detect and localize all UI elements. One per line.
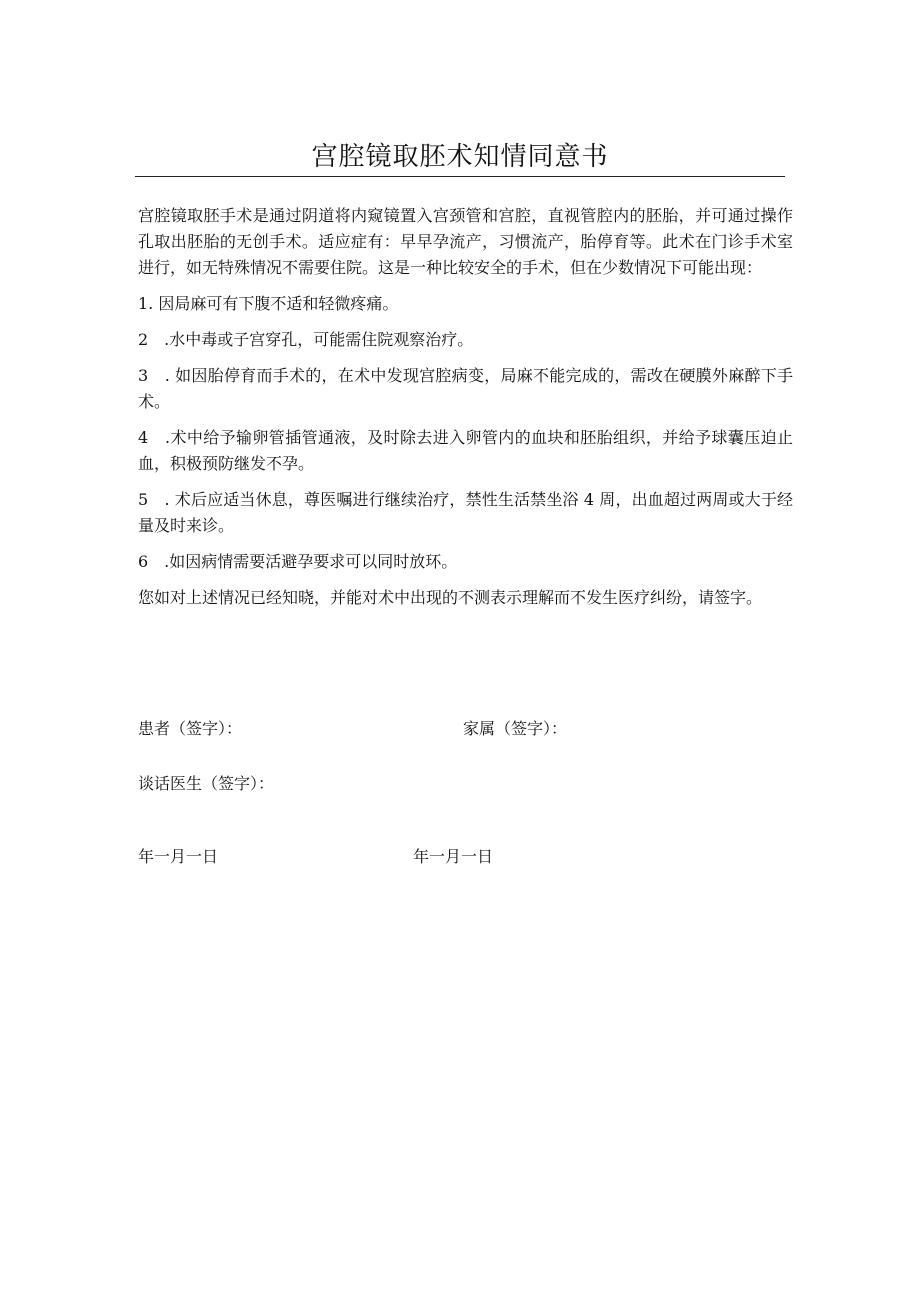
doctor-signature-label: 谈话医生（签字）： [138,774,275,793]
risk-item-3: 3 . 如因胎停育而手术的，在术中发现宫腔病变，局麻不能完成的，需改在硬膜外麻醉下手术。 [138,366,793,411]
patient-signature-label: 患者（签字）： [138,719,243,738]
document-body [138,203,793,621]
title-underline [135,176,785,177]
document-title: 宫腔镜取胚术知情同意书 [311,142,609,172]
date-right: 年一月一日 [413,847,494,866]
risk-item-1: 1. 因局麻可有下腹不适和轻微疼痛。 [138,294,399,313]
risk-item-4: 4 .术中给予输卵管插管通液，及时除去进入卵管内的血块和胚胎组织，并给予球囊压迫止血，积极预防继发不孕。 [138,428,793,473]
intro-paragraph: 宫腔镜取胚手术是通过阴道将内窥镜置入宫颈管和宫腔，直视管腔内的胚胎，并可通过操作孔取出胚胎的无创手术。适应症有：早早孕流产，习惯流产，胎停育等。此术在门诊手术室进行，如无特殊情况不需要住院。这是一种比较安全的手术，但在少数情况下可能出现： [138,206,793,277]
risk-item-6: 6 .如因病情需要活避孕要求可以同时放环。 [138,552,458,571]
date-left: 年一月一日 [138,847,219,866]
risk-item-5: 5 . 术后应适当休息，尊医嘱进行继续治疗，禁性生活禁坐浴 4 周，出血超过两周或大于经量及时来诊。 [138,490,793,535]
risk-item-2: 2 .水中毒或子宫穿孔，可能需住院观察治疗。 [138,330,474,349]
family-signature-label: 家属（签字）： [463,719,568,738]
closing-paragraph: 您如对上述情况已经知晓，并能对术中出现的不测表示理解而不发生医疗纠纷，请签字。 [138,588,763,607]
